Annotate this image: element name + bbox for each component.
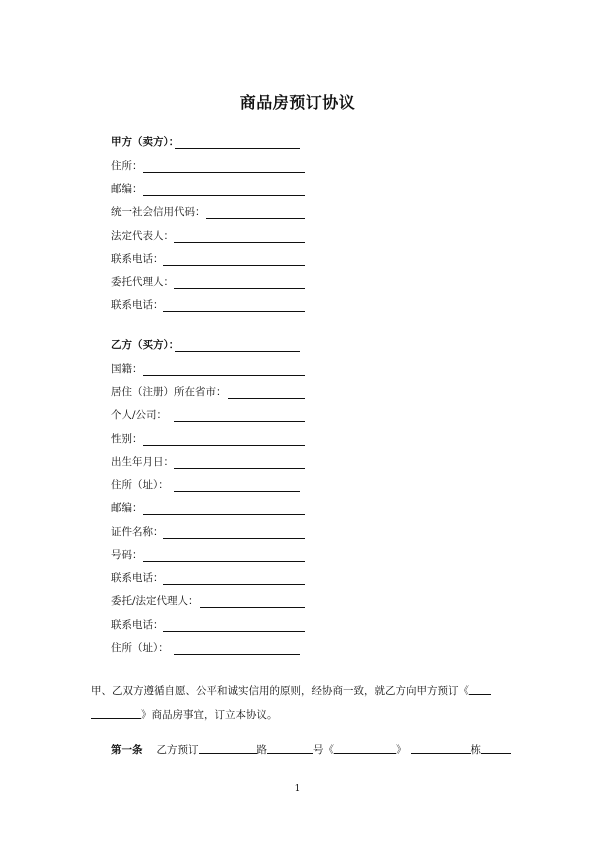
field-label: 出生年月日： xyxy=(111,456,174,468)
field-label: 性别： xyxy=(111,433,143,445)
field-label: 联系电话： xyxy=(111,253,164,265)
field-label: 邮编： xyxy=(111,502,143,514)
field-label: 委托代理人： xyxy=(111,276,174,288)
party-a-heading-row xyxy=(111,134,179,150)
field-blank[interactable] xyxy=(163,251,305,266)
field-label: 联系电话： xyxy=(111,619,164,631)
field-blank[interactable] xyxy=(163,617,305,632)
field-blank[interactable] xyxy=(143,181,305,196)
field-blank[interactable] xyxy=(206,204,305,219)
party-b-field-postcode xyxy=(111,500,143,516)
field-blank[interactable] xyxy=(143,500,305,515)
page-number: 1 xyxy=(294,784,301,794)
field-label: 委托/法定代理人： xyxy=(111,595,199,607)
field-blank[interactable] xyxy=(174,407,305,422)
party-a-field-phone xyxy=(111,251,164,267)
field-blank[interactable] xyxy=(143,547,305,562)
field-blank[interactable] xyxy=(163,524,305,539)
field-blank[interactable] xyxy=(143,361,305,376)
party-a-field-address xyxy=(111,158,143,174)
field-blank[interactable] xyxy=(174,228,305,243)
article-text: 号《 xyxy=(313,744,334,756)
field-label: 邮编： xyxy=(111,183,143,195)
field-label: 联系电话： xyxy=(111,299,164,311)
article-text: 栋 xyxy=(470,744,481,756)
article-1-label: 第一条 xyxy=(111,744,143,756)
party-b-field-id-number xyxy=(111,547,143,563)
party-a-field-agent xyxy=(111,274,174,290)
party-b-field-agent xyxy=(111,593,199,609)
party-b-field-agent-phone xyxy=(111,617,164,633)
article-blank-road[interactable] xyxy=(199,741,257,754)
party-b-field-phone xyxy=(111,570,164,586)
party-b-field-residence xyxy=(111,384,227,400)
field-label: 住所（址）： xyxy=(111,479,169,491)
article-text: 》 xyxy=(396,744,407,756)
party-b-heading: 乙方（买方）： xyxy=(111,339,180,351)
article-text: 乙方预订 xyxy=(156,744,199,756)
article-text: 路 xyxy=(256,744,267,756)
field-blank[interactable] xyxy=(163,570,305,585)
field-blank[interactable] xyxy=(143,431,305,446)
intro-blank-1[interactable] xyxy=(469,682,491,695)
field-label: 联系电话： xyxy=(111,572,164,584)
field-blank[interactable] xyxy=(174,454,305,469)
field-label: 住所： xyxy=(111,160,143,172)
field-blank[interactable] xyxy=(174,640,300,655)
party-b-heading-row xyxy=(111,337,179,353)
document-title: 商品房预订协议 xyxy=(239,93,356,112)
party-a-field-legal-rep xyxy=(111,228,174,244)
intro-blank-2[interactable] xyxy=(91,706,141,719)
field-blank[interactable] xyxy=(143,158,305,173)
party-b-field-gender xyxy=(111,431,143,447)
article-blank-unit[interactable] xyxy=(481,741,511,754)
field-label: 号码： xyxy=(111,549,143,561)
field-blank[interactable] xyxy=(228,384,305,399)
party-a-name-blank[interactable] xyxy=(175,134,300,149)
field-blank[interactable] xyxy=(200,593,305,608)
intro-paragraph xyxy=(91,679,516,727)
field-label: 个人/公司： xyxy=(111,409,168,421)
party-a-field-postcode xyxy=(111,181,143,197)
article-blank-project[interactable] xyxy=(334,741,396,754)
party-b-field-nationality xyxy=(111,361,143,377)
field-label: 法定代表人： xyxy=(111,230,174,242)
article-1-line xyxy=(111,741,511,757)
intro-text-1: 甲、乙双方遵循自愿、公平和诚实信用的原则，经协商一致，就乙方向甲方预订《 xyxy=(91,685,469,697)
article-blank-number[interactable] xyxy=(267,741,313,754)
field-label: 统一社会信用代码： xyxy=(111,206,206,218)
field-label: 住所（址）： xyxy=(111,642,169,654)
field-blank[interactable] xyxy=(174,477,300,492)
article-blank-building[interactable] xyxy=(411,741,471,754)
field-label: 国籍： xyxy=(111,363,143,375)
field-blank[interactable] xyxy=(163,297,305,312)
field-label: 证件名称： xyxy=(111,526,164,538)
party-b-field-type xyxy=(111,407,167,423)
party-a-field-credit-code xyxy=(111,204,206,220)
intro-text-2: 》商品房事宜，订立本协议。 xyxy=(141,709,278,721)
party-b-field-id-type xyxy=(111,524,164,540)
field-label: 居住（注册）所在省市： xyxy=(111,386,227,398)
party-b-field-address xyxy=(111,477,169,493)
party-a-heading: 甲方（卖方）： xyxy=(111,136,180,148)
party-b-field-agent-address xyxy=(111,640,169,656)
party-b-field-birthdate xyxy=(111,454,174,470)
field-blank[interactable] xyxy=(174,274,305,289)
party-b-name-blank[interactable] xyxy=(175,337,300,352)
party-a-field-agent-phone xyxy=(111,297,164,313)
